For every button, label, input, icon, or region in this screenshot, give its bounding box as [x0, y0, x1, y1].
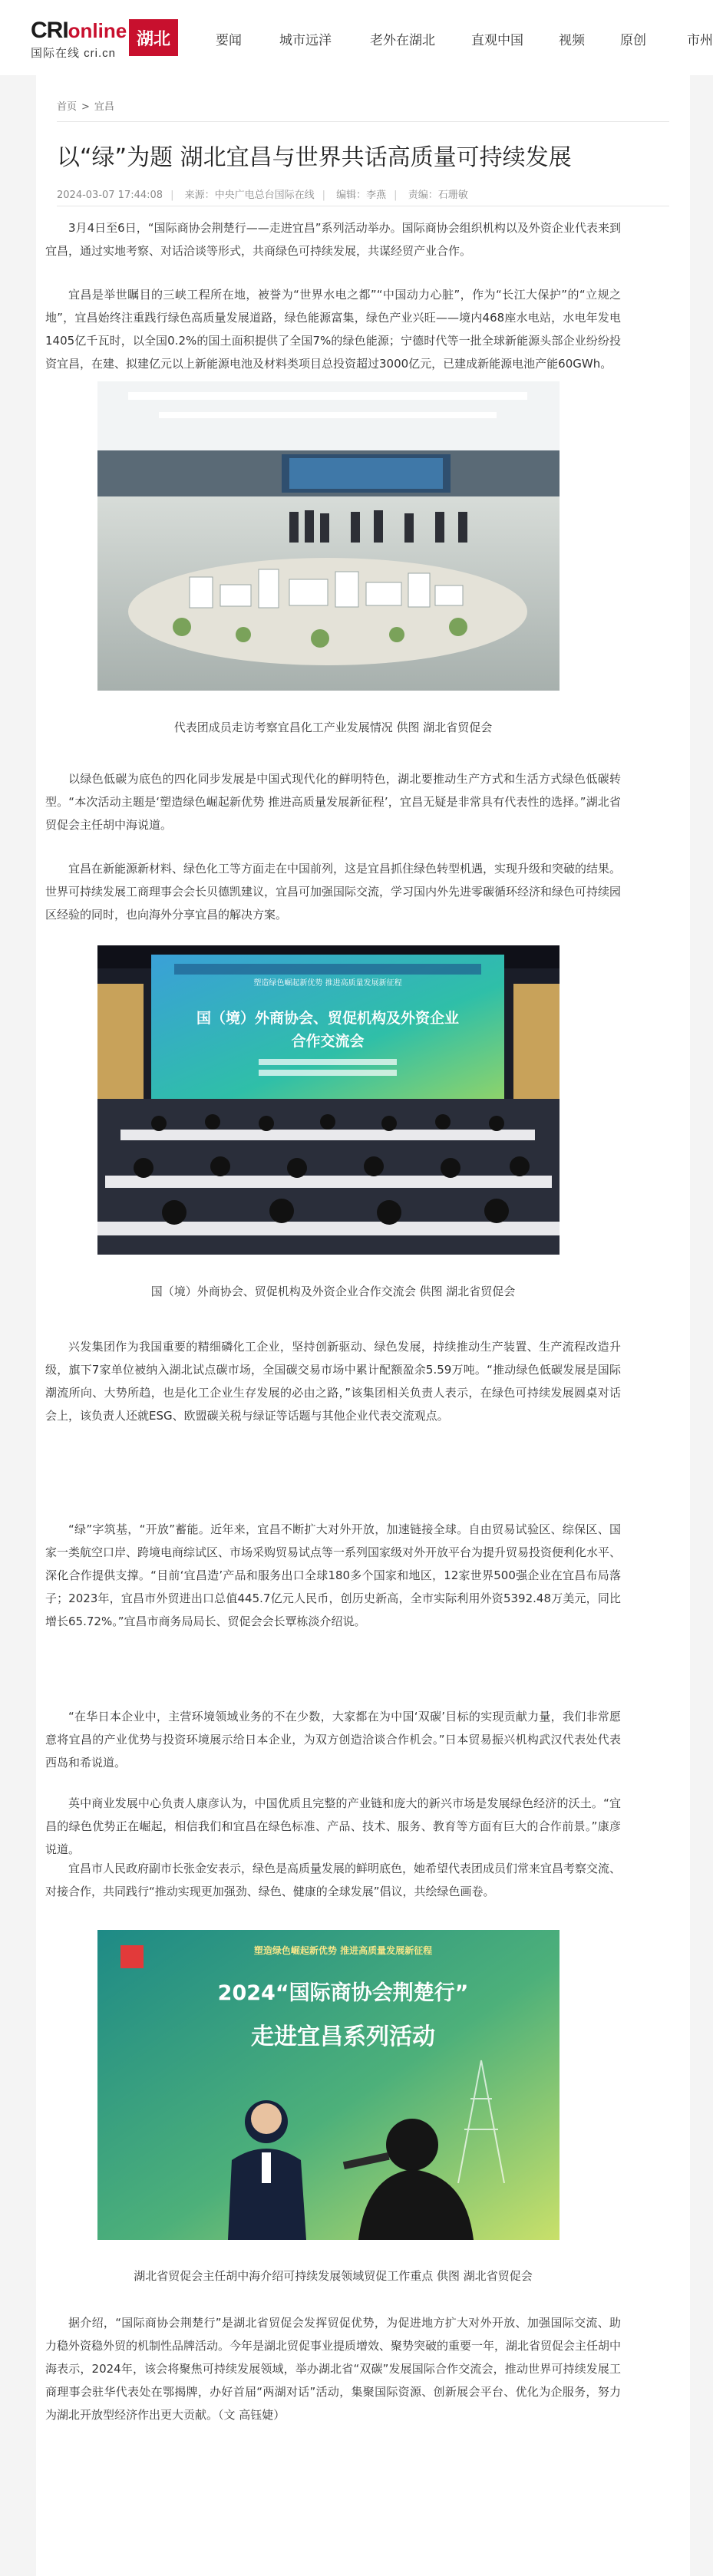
article-source: 来源：中央广电总台国际在线 [184, 190, 315, 201]
paragraph-5: 兴发集团作为我国重要的精细磷化工企业，坚持创新驱动、绿色发展，持续推动生产装置、生产流程改造升级，旗下7家单位被纳入湖北试点碳市场，全国碳交易市场中累计配额盈余5.59万吨。“推动绿色低碳发展是国际潮流所向、大势所趋，也是化工企业生存发展的必由之路，”该集团相关负责人表示，在绿色可持续发展圆桌对话会上，该负责人还就ESG、欧盟碳关税与绿证等话题与其他企业代表交流观点。 [45, 1340, 621, 1423]
nav-item-video[interactable]: 视频 [559, 33, 585, 48]
photo-caption-2: 国（境）外商协会、贸促机构及外资企业合作交流会 供图 湖北省贸促会 [150, 1285, 516, 1298]
breadcrumb-current[interactable]: 宜昌 [94, 101, 114, 113]
divider [57, 121, 669, 122]
site-logo[interactable] [31, 17, 178, 60]
photo-meeting [97, 945, 560, 1255]
logo-online: online [68, 19, 127, 42]
exhibition-illustration [97, 381, 560, 691]
photo-caption-3: 湖北省贸促会主任胡中海介绍可持续发展领域贸促工作重点 供图 湖北省贸促会 [134, 2269, 533, 2283]
paragraph-3: 以绿色低碳为底色的四化同步发展是中国式现代化的鲜明特色，湖北要推动生产方式和生活方式绿色低碳转型。“本次活动主题是‘塑造绿色崛起新优势 推进高质量发展新征程’，宜昌无疑是非常具有代表性的选择。”湖北省贸促会主任胡中海说道。 [45, 772, 621, 832]
banner-title-line1: 2024“国际商协会荆楚行” [217, 1981, 469, 2005]
meeting-illustration [97, 945, 560, 1255]
nav-item-foreigners[interactable]: 老外在湖北 [370, 33, 435, 48]
banner-slogan: 塑造绿色崛起新优势 推进高质量发展新征程 [253, 979, 402, 988]
nav-item-china[interactable]: 直观中国 [471, 33, 523, 48]
paragraph-7: “在华日本企业中，主营环境领域业务的不在少数，大家都在为中国‘双碳’目标的实现贡献力量，我们非常愿意将宜昌的产业优势与投资环境展示给日本企业，为双方创造洽谈合作机会。”日本贸易振兴机构武汉代表处代表西岛和希说道。 [45, 1710, 621, 1770]
article-title: 以“绿”为题 湖北宜昌与世界共话高质量可持续发展 [57, 144, 572, 171]
photo-exhibition-hall [97, 381, 560, 691]
main-nav [198, 0, 713, 75]
breadcrumb-separator: > [81, 101, 90, 113]
banner-title-line2: 走进宜昌系列活动 [251, 2024, 435, 2050]
nav-item-original[interactable]: 原创 [620, 33, 646, 48]
paragraph-1: 3月4日至6日，“国际商协会荆楚行——走进宜昌”系列活动举办。国际商协会组织机构以及外资企业代表来到宜昌，通过实地考察、对话洽谈等形式，共商绿色可持续发展，共谋经贸产业合作。 [45, 221, 621, 258]
paragraph-10: 据介绍，“国际商协会荆楚行”是湖北省贸促会发挥贸促优势，为促进地方扩大对外开放、加强国际交流、助力稳外资稳外贸的机制性品牌活动。今年是湖北贸促事业提质增效、聚势突破的重要一年，湖北省贸促会主任胡中海表示，2024年，该会将聚焦可持续发展领域，举办湖北省“双碳”发展国际合作交流会，推动世界可持续发展工商理事会驻华代表处在鄂揭牌，办好首届“两湖对话”活动，集聚国际资源、创新展会平台、优化为企服务，努力为湖北开放型经济作出更大贡献。（文 高钰婕） [45, 2316, 622, 2422]
publish-date: 2024-03-07 17:44:08 [57, 190, 163, 201]
paragraph-4: 宜昌在新能源新材料、绿色化工等方面走在中国前列，这是宜昌抓住绿色转型机遇，实现升级和突破的结果。世界可持续发展工商理事会会长贝德凯建议，宜昌可加强国际交流，学习国内外先进零碳循环经济和绿色可持续园区经验的同时，也向海外分享宜昌的解决方案。 [45, 862, 622, 922]
logo-cri: CRI [31, 18, 68, 43]
paragraph-2: 宜昌是举世瞩目的三峡工程所在地，被誉为“世界水电之都”“中国动力心脏”，作为“长江大保护”的“立规之地”，宜昌始终注重践行绿色高质量发展道路，绿色能源富集，绿色产业兴旺——境内468座水电站，水电年发电1405亿千瓦时，以全国0.2%的国土面积提供了全国7%的绿色能源；宁德时代等一批全球新能源头部企业纷纷投资宜昌，在建、拟建亿元以上新能源电池及材料类项目总投资超过3000亿元，已建成新能源电池产能60GWh。 [45, 288, 621, 371]
logo-subtitle: 国际在线 cri.cn [31, 47, 117, 60]
paragraph-6: “绿”字筑基，“开放”蓄能。近年来，宜昌不断扩大对外开放，加速链接全球。自由贸易试验区、综保区、国家一类航空口岸、跨境电商综试区、市场采购贸易试点等一系列国家级对外开放平台为提升贸易投资便利化水平、深化合作提供支撑。“目前‘宜昌造’产品和服务出口全球180多个国家和地区，12家世界500强企业在宜昌布局落子；2023年，宜昌市外贸进出口总值445.7亿元人民币，创历史新高，全市实际利用外资5392.48万美元，同比增长65.72%。”宜昌市商务局局长、贸促会会长覃栋淡介绍说。 [45, 1522, 622, 1628]
paragraph-9: 宜昌市人民政府副市长张金安表示，绿色是高质量发展的鲜明底色，她希望代表团成员们常来宜昌考察交流、对接合作，共同践行“推动实现更加强劲、绿色、健康的全球发展”倡议，共绘绿色画卷。 [45, 1862, 622, 1898]
banner-title-line1: 国（境）外商协会、贸促机构及外资企业 [196, 1010, 459, 1027]
article-editor: 编辑：李燕 [336, 190, 387, 201]
nav-item-cities[interactable]: 市州 [687, 33, 713, 48]
top-header [0, 0, 713, 75]
breadcrumb-home[interactable]: 首页 [57, 101, 78, 113]
photo-interview [97, 1930, 560, 2240]
breadcrumb [57, 98, 114, 113]
nav-item-news[interactable]: 要闻 [216, 33, 242, 48]
logo-text [31, 17, 127, 45]
article-responsible-editor: 责编：石珊敏 [408, 190, 468, 201]
region-badge[interactable]: 湖北 [129, 19, 178, 56]
banner-slogan: 塑造绿色崛起新优势 推进高质量发展新征程 [253, 1945, 433, 1956]
nav-item-city[interactable]: 城市远洋 [279, 33, 332, 48]
paragraph-8: 英中商业发展中心负责人康彦认为，中国优质且完整的产业链和庞大的新兴市场是发展绿色经济的沃土。“宜昌的绿色优势正在崛起，相信我们和宜昌在绿色标准、产品、技术、服务、教育等方面有巨大的合作前景。”康彦说道。 [45, 1796, 621, 1856]
photo-caption-1: 代表团成员走访考察宜昌化工产业发展情况 供图 湖北省贸促会 [173, 721, 493, 734]
banner-title-line2: 合作交流会 [291, 1033, 365, 1050]
article-meta: 2024-03-07 17:44:08 | 来源：中央广电总台国际在线 | 编辑：李燕 | 责编：石珊敏 [57, 190, 468, 201]
